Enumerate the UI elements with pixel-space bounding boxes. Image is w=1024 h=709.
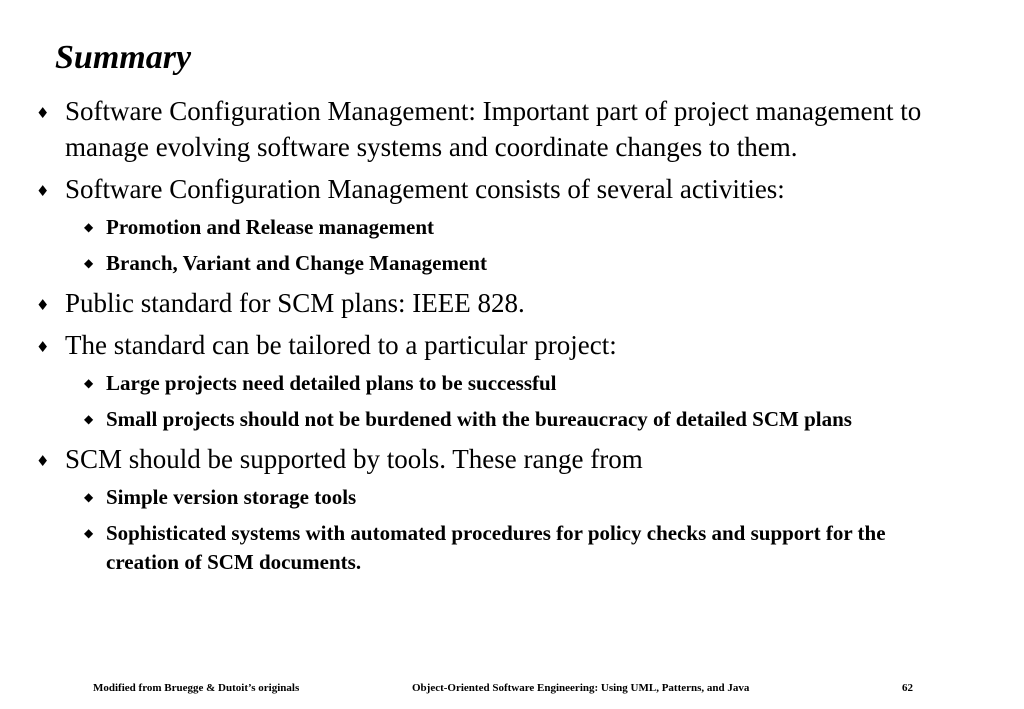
bullet-item xyxy=(36,93,966,165)
bullet-text: Software Configuration Management: Important part of project management to manage evolving software systems and coordinate changes to them. xyxy=(65,96,922,162)
slide-body xyxy=(36,93,966,584)
sub-bullet-item xyxy=(36,519,946,577)
diamond-sub-bullet-icon: ◆ xyxy=(84,526,94,540)
diamond-sub-bullet-icon: ◆ xyxy=(84,220,94,234)
diamond-bullet-icon: ♦ xyxy=(36,452,50,470)
footer-credit: Modified from Bruegge & Dutoit’s originals xyxy=(93,682,300,694)
diamond-bullet-icon: ♦ xyxy=(36,104,50,122)
diamond-sub-bullet-icon: ◆ xyxy=(84,412,94,426)
slide-title: Summary xyxy=(55,39,192,76)
bullet-text: The standard can be tailored to a particular project: xyxy=(65,330,617,360)
sub-bullet-text: Large projects need detailed plans to be successful xyxy=(106,371,557,395)
bullet-item xyxy=(36,285,966,321)
bullet-text: Public standard for SCM plans: IEEE 828. xyxy=(65,288,525,318)
sub-bullet-item xyxy=(36,483,946,512)
diamond-sub-bullet-icon: ◆ xyxy=(84,490,94,504)
footer-course-title: Object-Oriented Software Engineering: Using UML, Patterns, and Java xyxy=(412,682,750,694)
sub-bullet-item xyxy=(36,405,946,434)
diamond-sub-bullet-icon: ◆ xyxy=(84,256,94,270)
sub-bullet-text: Promotion and Release management xyxy=(106,215,434,239)
page-number: 62 xyxy=(902,682,913,694)
bullet-text: Software Configuration Management consists of several activities: xyxy=(65,174,785,204)
sub-bullet-text: Small projects should not be burdened with the bureaucracy of detailed SCM plans xyxy=(106,407,852,431)
sub-bullet-item xyxy=(36,213,946,242)
diamond-bullet-icon: ♦ xyxy=(36,296,50,314)
diamond-bullet-icon: ♦ xyxy=(36,338,50,356)
sub-bullet-text: Branch, Variant and Change Management xyxy=(106,251,487,275)
bullet-item xyxy=(36,171,966,207)
bullet-text: SCM should be supported by tools. These range from xyxy=(65,444,643,474)
bullet-item xyxy=(36,441,966,477)
sub-bullet-text: Sophisticated systems with automated procedures for policy checks and support for the creation of SCM documents. xyxy=(106,521,886,574)
bullet-item xyxy=(36,327,966,363)
diamond-bullet-icon: ♦ xyxy=(36,182,50,200)
diamond-sub-bullet-icon: ◆ xyxy=(84,376,94,390)
sub-bullet-item xyxy=(36,369,946,398)
sub-bullet-item xyxy=(36,249,946,278)
sub-bullet-text: Simple version storage tools xyxy=(106,485,357,509)
